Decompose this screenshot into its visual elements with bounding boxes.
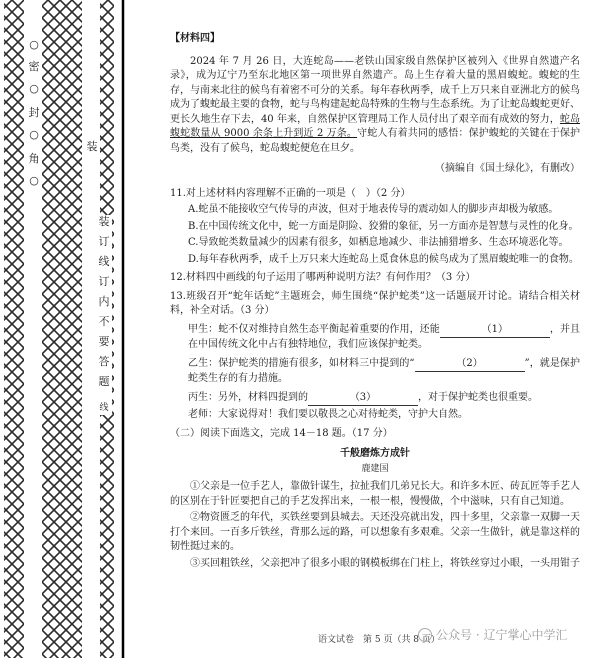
seal-circle: ○ — [29, 82, 39, 95]
answer-blank-1[interactable]: （1） — [440, 323, 550, 339]
dialogue-bing: 丙生：另外，材料四提到的 （3） ，对于保护蛇类也很重要。 — [170, 391, 580, 407]
binding-instruction-column: 装 订 线 订 内 不 要 答 题 线 — [96, 215, 112, 415]
watermark: 公众号 · 辽宁掌心中学汇 — [418, 626, 567, 643]
seal-char-feng: 封 — [28, 106, 40, 119]
page-content — [170, 32, 580, 571]
option-d: D.每年春秋两季，成千上万只来大连蛇岛上觅食休息的候鸟成为了黑眉蝮蛇唯一的食物。 — [188, 253, 579, 265]
article-title: 千般磨炼方成针 — [340, 448, 410, 459]
underlined-sentence: 蛇岛蝮蛇数量从 9000 余条上升到近 2 万条。 — [170, 113, 581, 139]
seal-circle: ○ — [29, 174, 39, 187]
article-paragraph-2: ②物资匮乏的年代，买铁丝要到县城去。天还没亮就出发，四十多里，父亲靠一双脚一天打个来回。一百多斤铁丝，背那么远的路，可以想象有多艰难。父亲一生做针，就是靠这样的韧性挺过来的。 — [170, 512, 580, 552]
option-a: A.蛇虽不能接收空气传导的声波，但对于地表传导的震动如人的脚步声却极为敏感。 — [188, 204, 559, 215]
question-11: 11.对上述材料内容理解不正确的一项是（ ）（2 分） — [170, 187, 411, 199]
page-footer: 语文试卷 第 5 页（共 8 页） — [318, 635, 440, 645]
article-paragraph-3: ③买回粗铁丝，父亲把冲了很多小眼的钢模板绑在门柱上，将铁丝穿过小眼，一头用钳子 — [190, 557, 580, 569]
dialogue-jia: 甲生：蛇不仅对维持自然生态平衡起着重要的作用，还能 （1） ，并且在中国传统文化中占有独特地位，我们应该保护蛇类。 — [188, 323, 581, 350]
article-author: 鹿建国 — [361, 463, 389, 474]
article-paragraph-1: ①父亲是一位手艺人，靠做针谋生，拉扯我们几弟兄长大。和许多木匠、砖瓦匠等手艺人的区别在于针匠要把自己的手艺发挥出来，一根一根，慢慢做，个中滋味，只有自己知道。 — [170, 481, 580, 507]
binding-mid-label: 装 — [84, 140, 100, 154]
answer-blank-3[interactable]: （3） — [308, 391, 418, 407]
seal-circle: ○ — [29, 128, 39, 141]
seal-column — [26, 38, 42, 188]
answer-blank-2[interactable]: （2） — [415, 357, 525, 373]
option-c: C.导致蛇类数量减少的因素有很多，如栖息地减少、非法捕猎增多、生态环境恶化等。 — [188, 237, 569, 248]
seal-char-jiao: 角 — [28, 152, 40, 165]
material-title: 【材料四】 — [170, 33, 220, 44]
option-b: B.在中国传统文化中，蛇一方面是阴险、狡猾的象征，另一方面亦是智慧与灵性的化身。 — [188, 220, 579, 232]
material-source: （摘编自《国土绿化》，有删改） — [435, 163, 580, 174]
material-paragraph: 2024 年 7 月 26 日，大连蛇岛——老铁山国家级自然保护区被列入《世界自然遗产名录》，成为辽宁乃至东北地区第一项世界自然遗产。岛上生存着大量的黑眉蝮蛇。蝮蛇的生存，与南来北往的候鸟有着密不可分的关系。每年春秋两季，成千上万只来自亚洲北方的候鸟成为了蝮蛇最主要的食物，蛇与鸟构建起蛇岛特殊的生物与生态系统。为了让蛇岛蝮蛇更好、更长久地生存下去，40 年来，自然保护区管理局工作人员付出了艰辛而有成效的努力，蛇岛蝮蛇数量从 9000 余条上升到近 2 万条。守蛇人有着共同的感悟：保护蝮蛇的关键在于保护鸟类，没有了候鸟，蛇岛蝮蛇便危在旦夕。 — [170, 55, 581, 154]
seal-circle: ○ — [29, 38, 39, 51]
section-heading: （二）阅读下面选文，完成 14－18 题。（17 分） — [170, 427, 393, 439]
question-12: 12.材料四中画线的句子运用了哪两种说明方法？有何作用？（3 分） — [170, 272, 476, 283]
question-13: 13.班级召开“蛇年话蛇”主题班会，师生围绕“保护蛇类”这一话题展开讨论。请结合相关材料，补全对话。（3 分） — [170, 290, 580, 316]
binding-margin — [0, 0, 125, 658]
wechat-icon — [418, 628, 432, 642]
dialogue-teacher: 老师：大家说得对！我们要以敬畏之心对待蛇类，守护大自然。 — [188, 409, 468, 420]
dialogue-yi: 乙生：保护蛇类的措施有很多，如材料三中提到的“ （2） ”，就是保护蛇类生存的有力措施。 — [188, 357, 580, 384]
seal-char-mi: 密 — [28, 60, 40, 73]
